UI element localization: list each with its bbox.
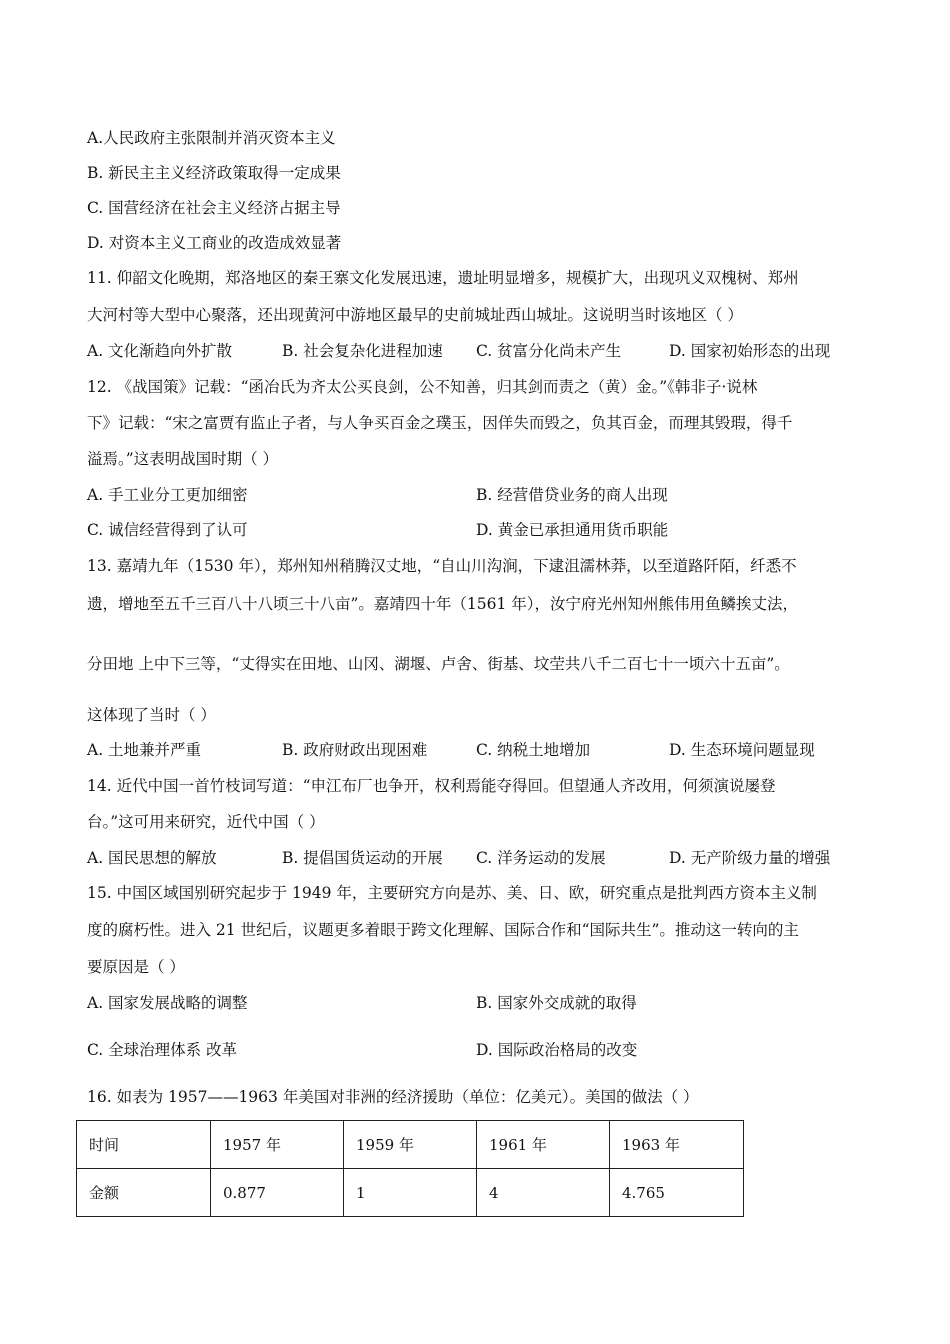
q13-option-a: A. 土地兼并严重 <box>87 741 202 759</box>
q15-stem-line-3: 要原因是（ ） <box>87 958 185 976</box>
q11-stem-line-1: 11. 仰韶文化晚期，郑洛地区的秦王寨文化发展迅速，遗址明显增多，规模扩大，出现巩义双槐树、郑州 <box>87 269 799 287</box>
q12-option-c: C. 诚信经营得到了认可 <box>87 521 248 539</box>
q11-stem-line-2: 大河村等大型中心聚落，还出现黄河中游地区最早的史前城址西山城址。这说明当时该地区（ ） <box>87 306 743 324</box>
q10-option-d: D. 对资本主义工商业的改造成效显著 <box>87 234 342 252</box>
q13-stem-line-3: 分田地 上中下三等，“丈得实在田地、山冈、湖堰、卢舍、街基、坟茔共八千二百七十一顷六十五亩”。 <box>87 655 790 673</box>
q10-option-c: C. 国营经济在社会主义经济占据主导 <box>87 199 341 217</box>
q10-option-b: B. 新民主主义经济政策取得一定成果 <box>87 164 341 182</box>
q14-option-c: C. 洋务运动的发展 <box>476 849 606 867</box>
q13-stem-line-2: 遗，增地至五千三百八十八顷三十八亩”。嘉靖四十年（1561 年），汝宁府光州知州熊伟用鱼鳞挨丈法， <box>87 595 799 613</box>
table-cell: 1963 年 <box>610 1121 744 1169</box>
q14-option-a: A. 国民思想的解放 <box>87 849 217 867</box>
q10-option-a: A.人民政府主张限制并消灭资本主义 <box>87 129 336 147</box>
table-cell: 1959 年 <box>344 1121 477 1169</box>
table-cell: 1957 年 <box>211 1121 344 1169</box>
q13-stem-line-4: 这体现了当时（ ） <box>87 706 216 724</box>
q11-option-d: D. 国家初始形态的出现 <box>669 342 831 360</box>
q11-option-a: A. 文化渐趋向外扩散 <box>87 342 233 360</box>
q12-option-d: D. 黄金已承担通用货币职能 <box>476 521 669 539</box>
table-cell: 金额 <box>77 1169 211 1217</box>
table-header-row <box>77 1121 744 1169</box>
q15-option-a: A. 国家发展战略的调整 <box>87 994 248 1012</box>
q15-option-c: C. 全球治理体系 改革 <box>87 1041 238 1059</box>
aid-table <box>76 1120 744 1217</box>
q15-option-b: B. 国家外交成就的取得 <box>476 994 637 1012</box>
table-cell: 1 <box>344 1169 477 1217</box>
q13-option-b: B. 政府财政出现困难 <box>282 741 428 759</box>
q11-option-c: C. 贫富分化尚未产生 <box>476 342 622 360</box>
q12-stem-line-2: 下》记载：“宋之富贾有监止子者，与人争买百金之璞玉，因佯失而毁之，负其百金，而理其毁瑕，得千 <box>87 414 793 432</box>
q11-option-b: B. 社会复杂化进程加速 <box>282 342 443 360</box>
table-row <box>77 1169 744 1217</box>
q13-stem-line-1: 13. 嘉靖九年（1530 年），郑州知州稍腾汉丈地，“自山川沟涧，下逮沮濡林莽，以至道路阡陌，纤悉不 <box>87 557 797 575</box>
q12-stem-line-1: 12. 《战国策》记载：“函冶氏为齐太公买良剑，公不知善，归其剑而责之（黄）金。”《韩非子·说林 <box>87 378 758 396</box>
q15-stem-line-2: 度的腐朽性。进入 21 世纪后，议题更多着眼于跨文化理解、国际合作和“国际共生”。推动这一转向的主 <box>87 921 799 939</box>
q13-option-c: C. 纳税土地增加 <box>476 741 591 759</box>
table-cell: 4.765 <box>610 1169 744 1217</box>
q12-option-b: B. 经营借贷业务的商人出现 <box>476 486 668 504</box>
q14-stem-line-1: 14. 近代中国一首竹枝词写道：“申江布厂也争开，权利焉能夺得回。但望通人齐改用，何须演说屡登 <box>87 777 776 795</box>
q14-stem-line-2: 台。”这可用来研究，近代中国（ ） <box>87 813 325 831</box>
table-cell: 0.877 <box>211 1169 344 1217</box>
q16-stem: 16. 如表为 1957——1963 年美国对非洲的经济援助（单位：亿美元）。美国的做法（ ） <box>87 1088 699 1106</box>
q14-option-b: B. 提倡国货运动的开展 <box>282 849 443 867</box>
q12-option-a: A. 手工业分工更加细密 <box>87 486 248 504</box>
q14-option-d: D. 无产阶级力量的增强 <box>669 849 831 867</box>
q15-stem-line-1: 15. 中国区域国别研究起步于 1949 年，主要研究方向是苏、美、日、欧，研究重点是批判西方资本主义制 <box>87 884 817 902</box>
table-cell: 时间 <box>77 1121 211 1169</box>
q12-stem-line-3: 溢焉。”这表明战国时期（ ） <box>87 450 279 468</box>
q15-option-d: D. 国际政治格局的改变 <box>476 1041 638 1059</box>
table-cell: 1961 年 <box>477 1121 610 1169</box>
q13-option-d: D. 生态环境问题显现 <box>669 741 815 759</box>
table-cell: 4 <box>477 1169 610 1217</box>
